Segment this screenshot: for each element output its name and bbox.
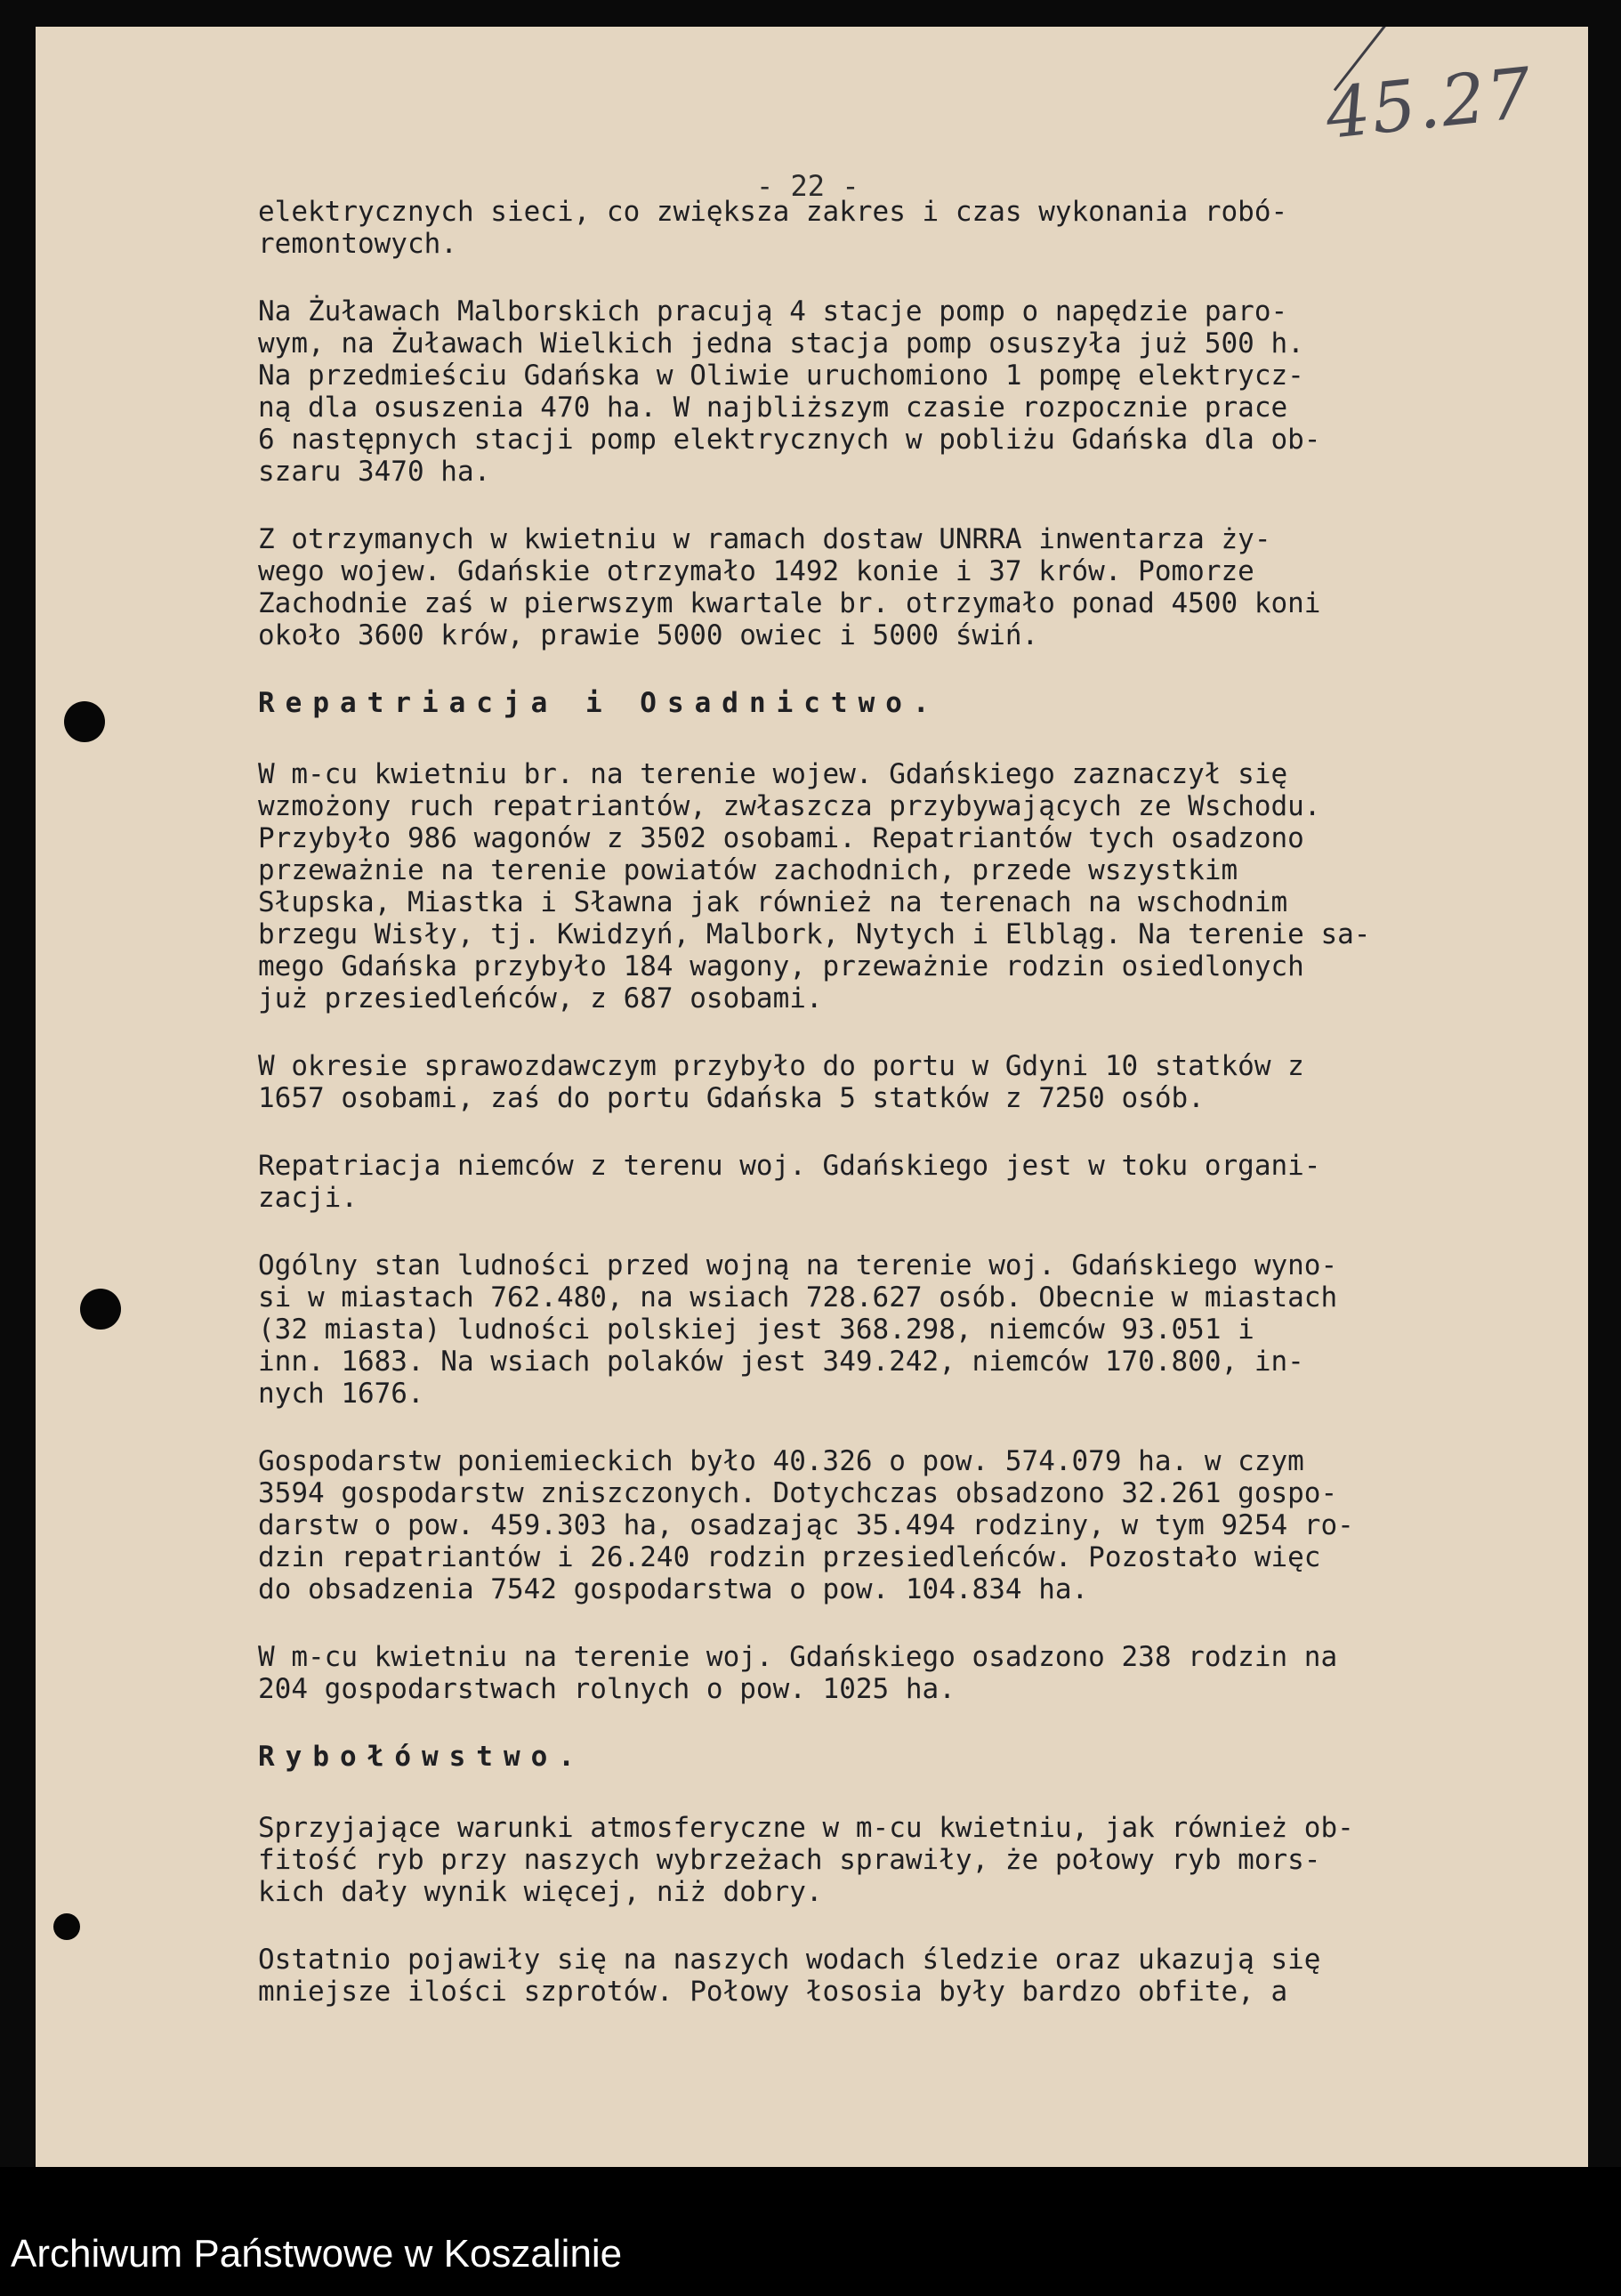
paragraph: Sprzyjające warunki atmosferyczne w m-cu kwietniu, jak również ob- fitość ryb przy naszych wybrzeżach sprawiły, że połowy ryb mors- kich dały wynik więcej, niż dobry. bbox=[258, 1812, 1354, 1908]
paragraph: Na Żuławach Malborskich pracują 4 stacje pomp o napędzie paro- wym, na Żuławach Wielkich jedna stacja pomp osuszyła już 500 h. Na przedmieściu Gdańska w Oliwie uruchomiono 1 pompę elektrycz- ną dla osuszenia 470 ha. W najbliższym czasie rozpocznie prace 6 następnych stacji pomp elektrycznych w pobliżu Gdańska dla ob- szaru 3470 ha. bbox=[258, 295, 1321, 488]
handwritten-annotation: 45.27 bbox=[1321, 53, 1537, 155]
paragraph: Ogólny stan ludności przed wojną na terenie woj. Gdańskiego wyno- si w miastach 762.480, na wsiach 728.627 osób. Obecnie w miastach (32 miasta) ludności polskiej jest 368.298, niemców 93.051 i inn. 1683. Na wsiach polaków jest 349.242, niemców 170.800, in- nych 1676. bbox=[258, 1249, 1338, 1410]
archive-caption: Archiwum Państwowe w Koszalinie bbox=[11, 2232, 623, 2276]
paragraph: W okresie sprawozdawczym przybyło do portu w Gdyni 10 statków z 1657 osobami, zaś do portu Gdańska 5 statków z 7250 osób. bbox=[258, 1050, 1304, 1114]
punch-hole-lower bbox=[53, 1913, 80, 1940]
paragraph: Repatriacja niemców z terenu woj. Gdańskiego jest w toku organi- zacji. bbox=[258, 1150, 1321, 1214]
paragraph: W m-cu kwietniu br. na terenie wojew. Gdańskiego zaznaczył się wzmożony ruch repatriantów, zwłaszcza przybywających ze Wschodu. Przybyło 986 wagonów z 3502 osobami. Repatriantów tych osadzono przeważnie na terenie powiatów zachodnich, przede wszystkim Słupska, Miastka i Sławna jak również na terenach na wschodnim brzegu Wisły, tj. Kwidzyń, Malbork, Nytych i Elbląg. Na terenie sa- mego Gdańska przybyło 184 wagony, przeważnie rodzin osiedlonych już przesiedleńców, z 687 osobami. bbox=[258, 758, 1371, 1015]
section-heading-repatriation: Repatriacja i Osadnictwo. bbox=[258, 687, 940, 719]
paragraph: elektrycznych sieci, co zwiększa zakres i czas wykonania robó- remontowych. bbox=[258, 196, 1288, 260]
punch-hole-bottom bbox=[80, 1289, 121, 1330]
paragraph: Z otrzymanych w kwietniu w ramach dostaw UNRRA inwentarza ży- wego wojew. Gdańskie otrzymało 1492 konie i 37 krów. Pomorze Zachodnie zaś w pierwszym kwartale br. otrzymało ponad 4500 koni około 3600 krów, prawie 5000 owiec i 5000 świń. bbox=[258, 523, 1321, 651]
paragraph: W m-cu kwietniu na terenie woj. Gdańskiego osadzono 238 rodzin na 204 gospodarstwach rolnych o pow. 1025 ha. bbox=[258, 1641, 1338, 1705]
punch-hole-top bbox=[64, 701, 105, 742]
paragraph: Gospodarstw poniemieckich było 40.326 o pow. 574.079 ha. w czym 3594 gospodarstw zniszczonych. Dotychczas obsadzono 32.261 gospo- darstw o pow. 459.303 ha, osadzając 35.494 rodziny, w tym 9254 ro- dzin repatriantów i 26.240 rodzin przesiedleńców. Pozostało więc do obsadzenia 7542 gospodarstwa o pow. 104.834 ha. bbox=[258, 1445, 1354, 1605]
paragraph: Ostatnio pojawiły się na naszych wodach śledzie oraz ukazują się mniejsze ilości szprotów. Połowy łososia były bardzo obfite, a bbox=[258, 1944, 1321, 2008]
section-heading-fishing: Rybołówstwo. bbox=[258, 1741, 585, 1773]
document-body bbox=[258, 196, 1539, 2043]
page-number: - 22 - bbox=[756, 169, 859, 203]
